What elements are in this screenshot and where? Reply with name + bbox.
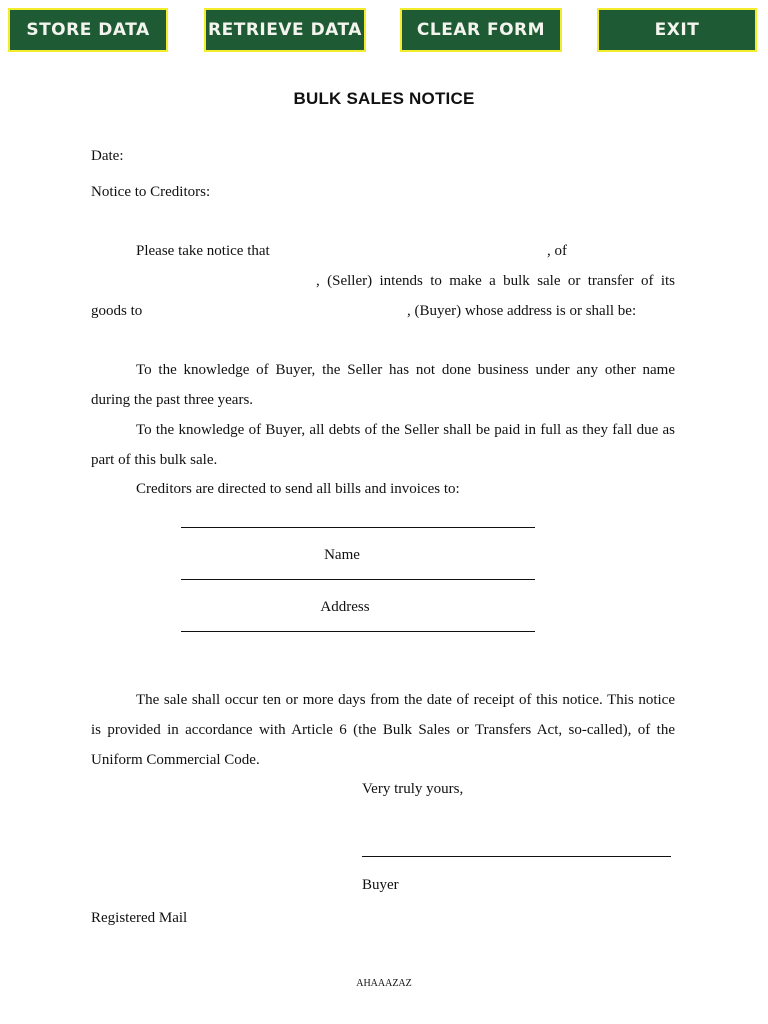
no-other-name-text: To the knowledge of Buyer, the Seller has not done business under any other name: [136, 362, 675, 378]
footer-code: AHAAAZAZ: [356, 978, 412, 989]
buyer-label: Buyer: [362, 877, 399, 893]
buyer-signature-line[interactable]: [362, 856, 671, 857]
buyer-address-intro-text: , (Buyer) whose address is or shall be:: [407, 303, 637, 319]
clear-form-button[interactable]: CLEAR FORM: [400, 8, 562, 52]
sale-timing-text: The sale shall occur ten or more days from the date of receipt of this notice. This notice: [136, 692, 675, 708]
of-text: , of: [547, 243, 567, 259]
document-title: BULK SALES NOTICE: [293, 89, 475, 108]
seller-intent-text: , (Seller) intends to make a bulk sale or transfer of its: [316, 273, 675, 289]
date-label: Date:: [91, 148, 124, 164]
exit-button[interactable]: EXIT: [597, 8, 757, 52]
ucc-text: Uniform Commercial Code.: [91, 752, 260, 768]
notice-intro-text: Please take notice that: [136, 243, 270, 259]
store-data-button[interactable]: STORE DATA: [8, 8, 168, 52]
registered-mail-label: Registered Mail: [91, 910, 188, 926]
address-label: Address: [320, 599, 370, 615]
buyer-name-field[interactable]: [150, 302, 404, 320]
debts-paid-text: To the knowledge of Buyer, all debts of the Seller shall be paid in full as they fall due as: [136, 422, 675, 438]
notice-to-creditors-label: Notice to Creditors:: [91, 184, 211, 200]
sale-timing-text-cont: is provided in accordance with Article 6 (the Bulk Sales or Transfers Act, so-called), of the: [91, 722, 675, 738]
goods-to-text: goods to: [91, 303, 143, 319]
address-line-2[interactable]: [181, 631, 535, 632]
seller-name-field[interactable]: [280, 242, 542, 260]
seller-address-field[interactable]: [91, 272, 313, 290]
address-line-1[interactable]: [181, 579, 535, 580]
date-field[interactable]: [130, 147, 390, 165]
retrieve-data-button[interactable]: RETRIEVE DATA: [204, 8, 366, 52]
closing-text: Very truly yours,: [362, 781, 464, 797]
debts-paid-text-cont: part of this bulk sale.: [91, 452, 218, 468]
no-other-name-text-cont: during the past three years.: [91, 392, 254, 408]
name-label: Name: [324, 547, 360, 563]
creditors-directed-text: Creditors are directed to send all bills and invoices to:: [136, 481, 460, 497]
name-line[interactable]: [181, 527, 535, 528]
